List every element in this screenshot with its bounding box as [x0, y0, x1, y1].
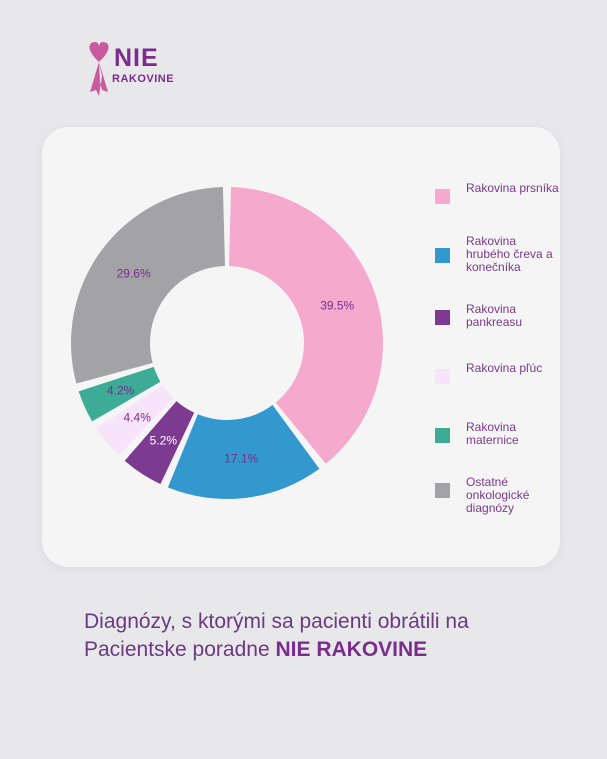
caption-emphasis: NIE RAKOVINE: [275, 638, 428, 661]
legend-swatch: [435, 483, 450, 498]
slice-label-rakovina-prsnika: 39.5%: [320, 298, 355, 313]
legend-swatch: [435, 428, 450, 443]
legend-swatch: [435, 248, 450, 263]
logo-title: NIE: [114, 44, 159, 72]
legend-label: Rakovina pľúc: [466, 361, 543, 375]
legend-label: Ostatné onkologické diagnózy: [466, 475, 530, 515]
caption-text: Diagnózy, s ktorými sa pacienti obrátili na Pacientske poradne: [84, 610, 469, 661]
legend-item-rakovina-hrubeho-creva-a-konecnika: [435, 235, 555, 285]
legend-label: Rakovina maternice: [466, 420, 519, 447]
slice-label-ostatne-onkologicke-diagnozy: 29.6%: [116, 266, 151, 281]
chart-legend: [435, 127, 559, 567]
slice-label-rakovina-hrubeho-creva-a-konecnika: 17.1%: [224, 451, 259, 466]
ribbon-icon: [82, 40, 116, 98]
slice-ostatne-onkologicke-diagnozy: [71, 187, 225, 383]
legend-label: Rakovina prsníka: [466, 181, 559, 195]
legend-item-rakovina-pankreasu: [435, 303, 555, 353]
legend-swatch: [435, 310, 450, 325]
slice-label-rakovina-pankreasu: 5.2%: [149, 433, 178, 448]
legend-swatch: [435, 189, 450, 204]
slice-label-rakovina-pluc: 4.4%: [123, 410, 151, 425]
slice-label-rakovina-maternice: 4.2%: [106, 383, 135, 398]
legend-swatch: [435, 369, 450, 384]
legend-item-rakovina-maternice: [435, 421, 555, 471]
caption: [84, 608, 564, 664]
chart-card: [42, 127, 560, 567]
legend-label: Rakovina pankreasu: [466, 302, 523, 329]
legend-item-rakovina-pluc: [435, 362, 555, 412]
legend-item-rakovina-prsnika: [435, 181, 559, 232]
legend-item-ostatne-onkologicke-diagnozy: [435, 476, 555, 526]
logo-subtitle: RAKOVINE: [112, 73, 175, 85]
legend-label: Rakovina hrubého čreva a konečníka: [466, 234, 553, 274]
logo: [82, 40, 202, 100]
